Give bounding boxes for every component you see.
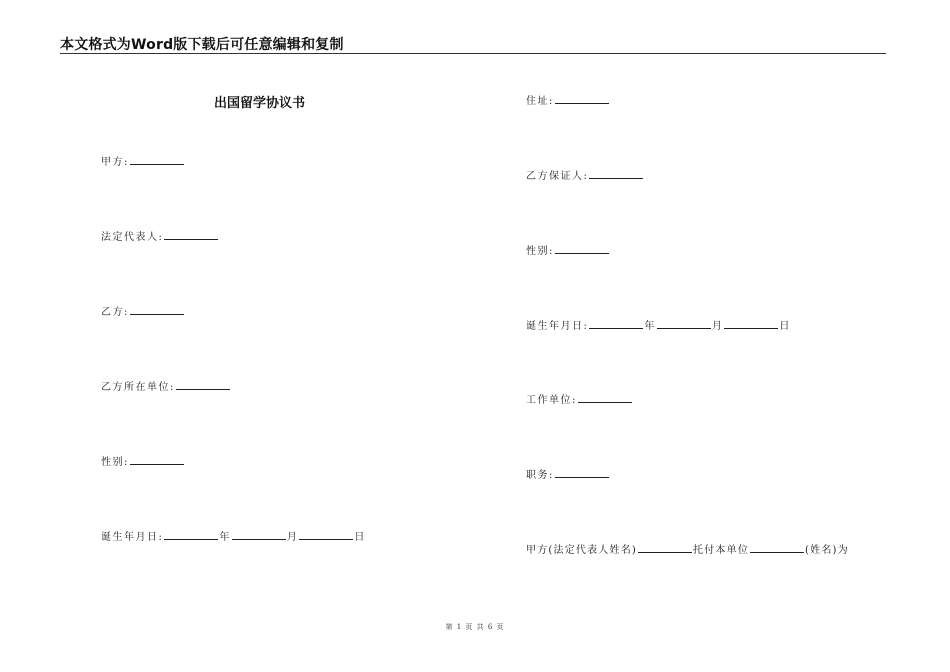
day-label: 日 [354,532,366,543]
blank-line [555,93,609,104]
field-label: 乙方所在单位: [101,382,175,393]
blank-line [176,379,230,390]
field-party-b-unit [101,379,231,395]
blank-line [589,318,643,329]
field-label: 住址: [526,96,554,107]
blank-line [724,318,778,329]
blank-line [750,542,804,553]
blank-line [589,168,643,179]
field-guarantor [526,168,644,184]
page-number: 第 1 页 共 6 页 [445,623,505,631]
blank-line [164,229,218,240]
field-label: 性别: [101,457,129,468]
field-position [526,467,610,483]
field-label: 诞生年月日: [101,532,164,543]
field-address [526,93,610,109]
field-gender-right [526,243,610,259]
page-header [60,34,886,54]
field-work-unit [526,392,633,408]
blank-line [555,243,609,254]
day-label: 日 [779,321,791,332]
blank-line [638,542,692,553]
field-label: 法定代表人: [101,232,164,243]
blank-line [232,529,286,540]
blank-line [130,454,184,465]
year-label: 年 [644,321,656,332]
blank-line [130,304,184,315]
field-label: 诞生年月日: [526,321,589,332]
field-gender-left [101,454,185,470]
blank-line [164,529,218,540]
year-label: 年 [219,532,231,543]
field-legal-rep [101,229,219,245]
header-notice: 本文格式为Word版下载后可任意编辑和复制 [60,37,344,53]
field-birthdate-right [526,318,791,334]
field-birthdate-left [101,529,366,545]
blank-line [130,154,184,165]
clause-text: 甲方(法定代表人姓名) [526,545,638,556]
month-label: 月 [711,321,724,332]
clause-text: (姓名)为 [805,545,849,556]
document-title: 出国留学协议书 [214,96,306,111]
field-party-b [101,304,185,320]
blank-line [657,318,711,329]
blank-line [555,467,609,478]
blank-line [578,392,632,403]
field-label: 乙方: [101,307,129,318]
field-entrust-clause [526,542,849,558]
field-label: 甲方: [101,157,129,168]
field-label: 工作单位: [526,395,577,406]
month-label: 月 [286,532,299,543]
field-party-a [101,154,185,170]
field-label: 乙方保证人: [526,171,589,182]
field-label: 性别: [526,246,554,257]
blank-line [299,529,353,540]
field-label: 职务: [526,470,554,481]
clause-text: 托付本单位 [693,545,750,556]
